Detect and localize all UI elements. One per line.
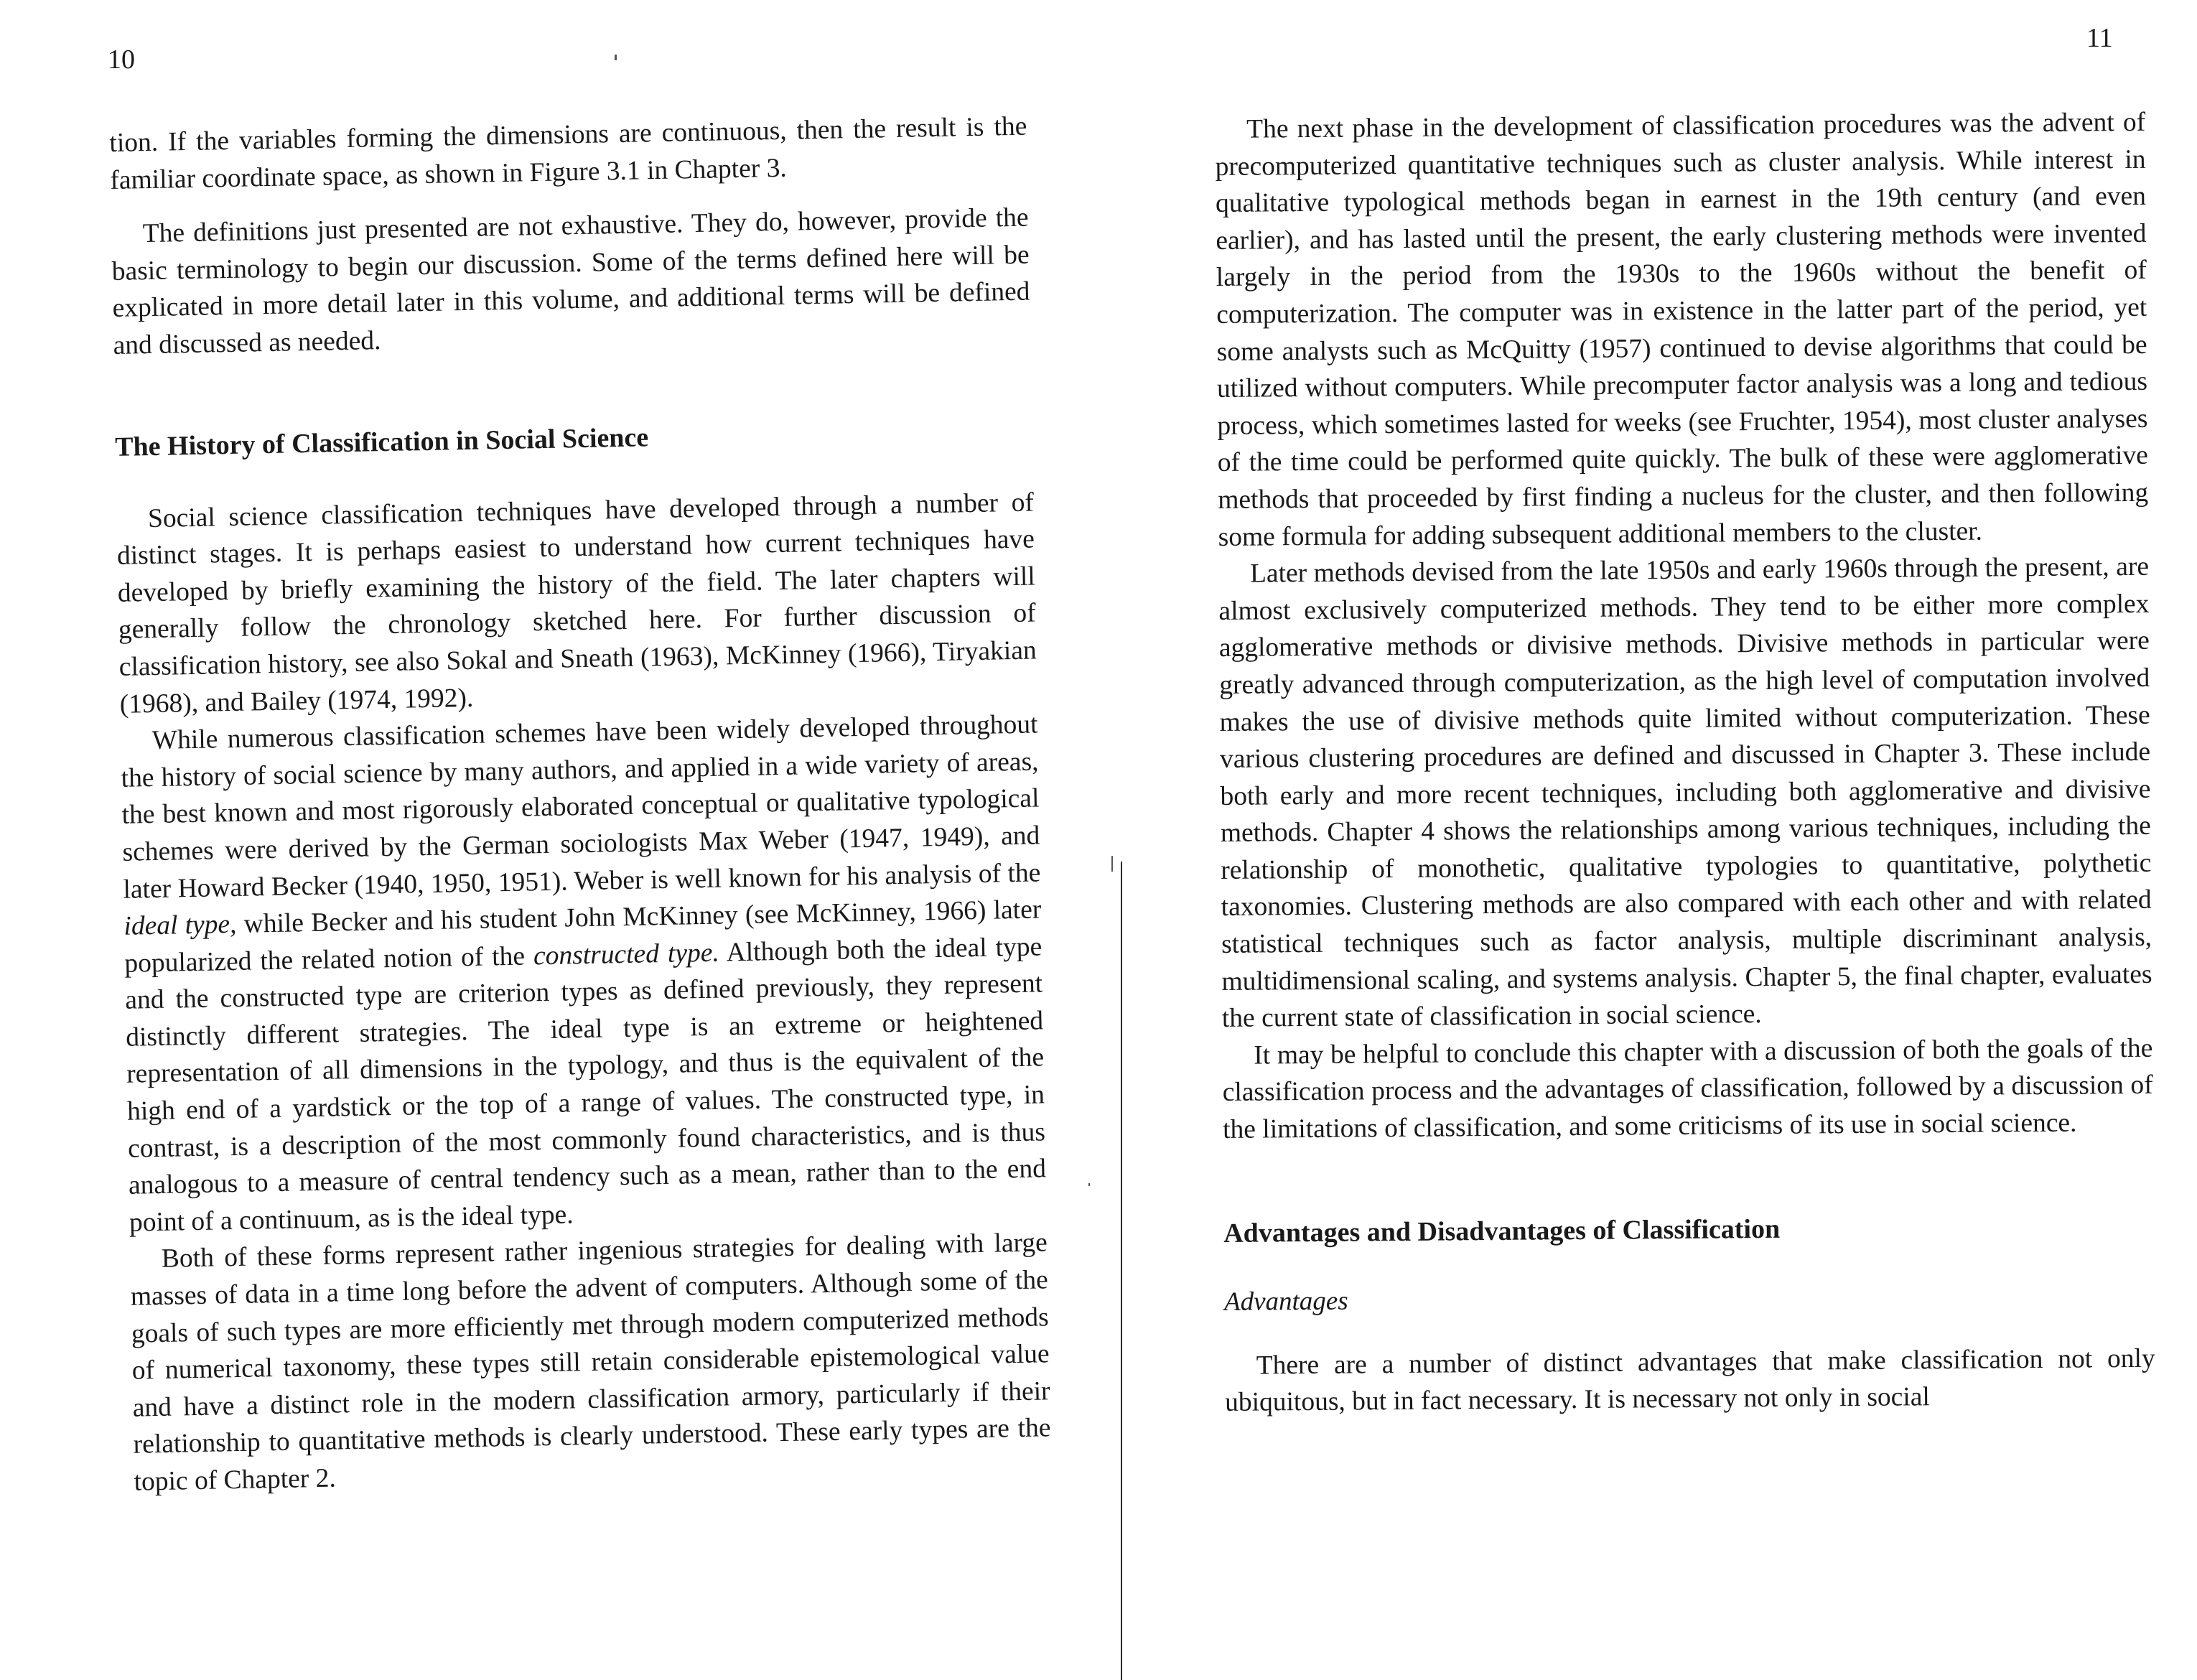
text-run: Although both the ideal type and the constructed type are criterion types as defined previously, they represent distinctly different strategies. The ideal type is an extreme or heightened representation of all dimensions in the typology, and thus is the equivalent of the high end of a yardstick or the top of a range of values. The constructed type, in contrast, is a description of the most commonly found characteristics, and is thus analogous to a measure of central tendency such as a mean, rather than to the end point of a continuum, as is the ideal type. [124,932,1047,1238]
scan-mark [1088,1183,1090,1186]
scan-mark [1111,856,1113,872]
paragraph: The next phase in the development of classification procedures was the advent of precomputerized quantitative techniques such as cluster analysis. While interest in qualitative typological methods began in earnest in the 19th century (and even earlier), and has lasted until the present, the early clustering methods were invented largely in the period from the 1930s to the 1960s without the benefit of computerization. The computer was in existence in the latter part of the period, yet some analysts such as McQuitty (1957) continued to devise algorithms that could be utilized without computers. While precomputer factor analysis was a long and tedious process, which sometimes lasted for weeks (see Fruchter, 1954), most cluster analyses of the time could be performed quite quickly. The bulk of these were agglomerative methods that proceeded by first finding a nucleus for the cluster, and then following some formula for adding subsequent additional members to the cluster. [1215,107,2149,552]
paragraph: It may be helpful to conclude this chapter with a discussion of both the goals of the classification process and the advantages of classification, followed by a discussion of the limitations of classification, and some criticisms of its use in social science. [1222,1033,2153,1144]
text-run: While numerous classification schemes have been widely developed throughout the history of social science by many authors, and applied in a wide variety of areas, the best known and most rigorously elaborated conceptual or qualitative typological schemes were derived by the German sociologists Max Weber (1947, 1949), and later Howard Becker (1940, 1950, 1951). Weber is well known for his analysis of the [121,709,1041,905]
paragraph [120,706,1047,1242]
section-heading: The History of Classification in Social Science [114,421,649,462]
paragraph: There are a number of distinct advantages that make classification not only ubiquitous, but in fact necessary. It is necessary not only in social [1224,1343,2155,1418]
paragraph: Later methods devised from the late 1950s and early 1960s through the present, are almost exclusively computerized methods. They tend to be either more complex agglomerative methods or divisive methods. Divisive methods in particular were greatly advanced through computerization, as the high level of computation involved makes the use of divisive methods quite limited without computerization. These various clustering procedures are defined and discussed in Chapter 3. These include both early and more recent techniques, including both agglomerative and divisive methods. Chapter 4 shows the relationships among various techniques, including the relationship of monothetic, qualitative typologies to quantitative, polythetic taxonomies. Clustering methods are also compared with each other and with related statistical techniques such as factor analysis, multiple discriminant analysis, multidimensional scaling, and systems analysis. Chapter 5, the final chapter, evaluates the current state of classification in social science. [1218,551,2152,1034]
paragraph: The definitions just presented are not exhaustive. They do, however, provide the basic terminology to begin our discussion. Some of the terms defined here will be explicated in more detail later in this volume, and additional terms will be defined and discussed as needed. [111,202,1030,360]
paragraph: Social science classification techniques have developed through a number of distinct stages. It is perhaps easiest to understand how current techniques have developed by briefly examining the history of the field. The later chapters will generally follow the chronology sketched here. For further discussion of classification history, see also Sokal and Sneath (1963), McKinney (1966), Tiryakian (1968), and Bailey (1974, 1992). [116,487,1037,719]
gutter-shadow [1121,862,1122,1680]
italic-term: ideal type, [123,910,237,941]
subsection-heading: Advantages [1223,1286,1348,1317]
right-page [1134,0,2197,1680]
scan-mark [615,55,617,60]
section-heading: Advantages and Disadvantages of Classification [1223,1213,1781,1249]
text-run: while Becker and his student John McKinney (see McKinney, 1966) later popularized the related notion of the [124,895,1042,979]
italic-term: constructed type. [533,938,720,971]
text-column [1215,104,2155,1422]
paragraph: Both of these forms represent rather ingenious strategies for dealing with large masses of data in a time long before the advent of computers. Although some of the goals of such types are more efficiently met through modern computerized methods of numerical taxonomy, these types still retain considerable epistemological value and have a distinct role in the modern classification armory, particularly if their relationship to quantitative methods is clearly understood. These early types are the topic of Chapter 2. [130,1228,1051,1497]
page-number: 11 [2086,23,2113,53]
text-column [109,108,1052,1501]
page-number: 10 [108,45,135,75]
paragraph: tion. If the variables forming the dimensions are continuous, then the result is the familiar coordinate space, as shown in Figure 3.1 in Chapter 3. [109,111,1027,195]
